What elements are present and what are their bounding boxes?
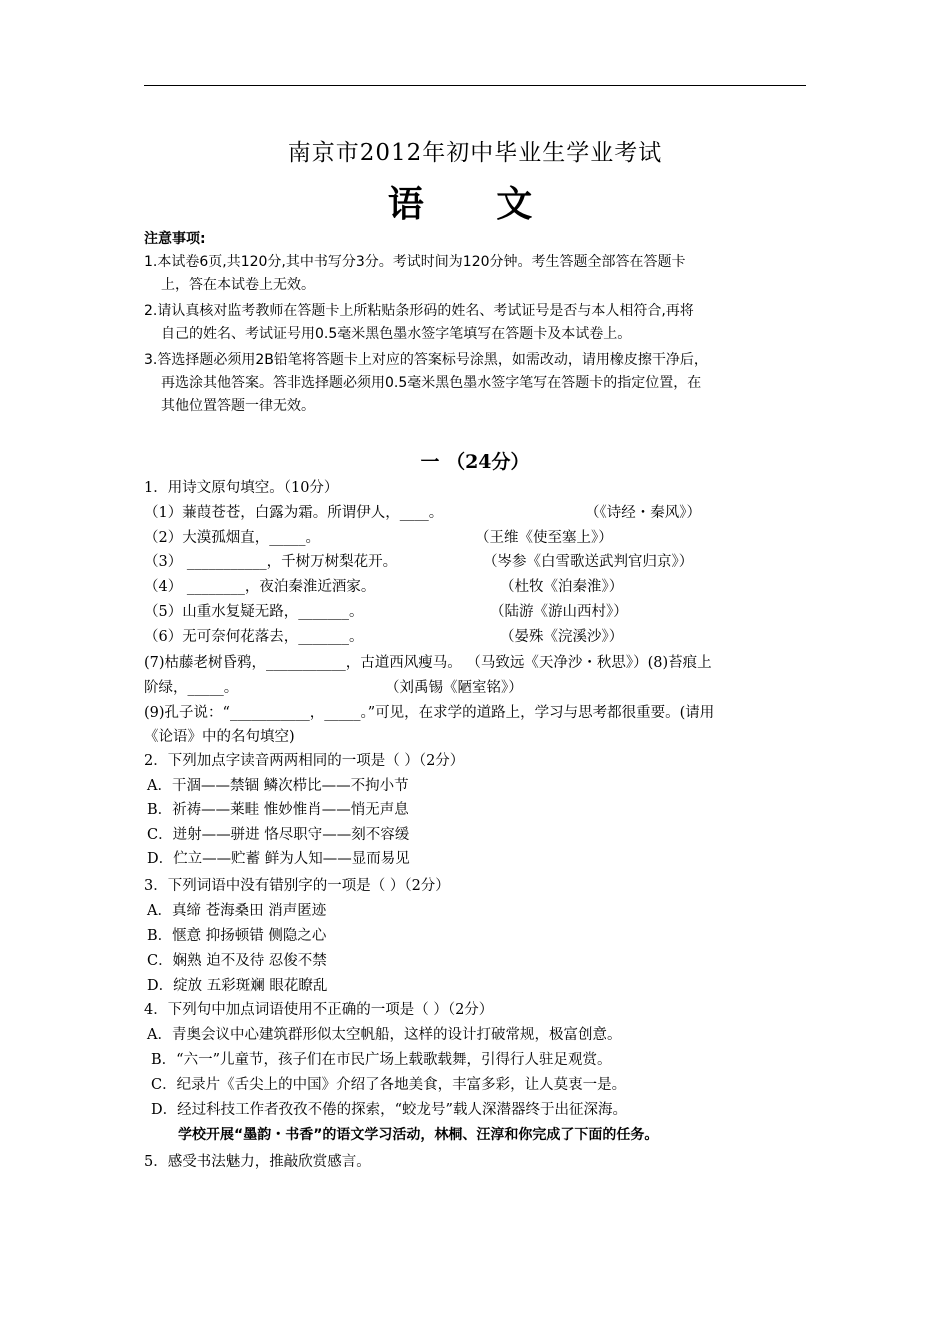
q4-option: B．“六一”儿童节，孩子们在市民广场上载歌载舞，引得行人驻足观赏。 <box>151 1052 612 1068</box>
q3-option: C．娴熟 迫不及待 忍俊不禁 <box>147 953 327 969</box>
q2-option: A．干涸——禁锢 鳞次栉比——不拘小节 <box>147 778 409 794</box>
q1-item: （1）蒹葭苍苍，白露为霜。所谓伊人，____。 <box>144 505 444 521</box>
q4-option: D．经过科技工作者孜孜不倦的探索，“蛟龙号”载人深潜器终于出征深海。 <box>151 1102 627 1118</box>
note-item-2 <box>144 300 809 346</box>
note-line: 1.本试卷6页,共120分,其中书写分3分。考试时间为120分钟。考生答题全部答在答题卡 <box>144 254 686 270</box>
q1-item: （6）无可奈何花落去，_______。 <box>144 629 364 645</box>
note-line: 上，答在本试卷上无效。 <box>161 277 315 293</box>
note-line: 自己的姓名、考试证号用0.5毫米黑色墨水签字笔填写在答题卡及本试卷上。 <box>161 326 632 342</box>
q4-stem: 4．下列句中加点词语使用不正确的一项是（ ）（2分） <box>144 1002 494 1018</box>
top-rule <box>144 85 806 86</box>
q1-source: （岑参《白雪歌送武判官归京》） <box>483 554 694 570</box>
note-item-3 <box>144 349 809 418</box>
note-item-1 <box>144 251 809 297</box>
note-line: 3.答选择题必须用2B铅笔将答题卡上对应的答案标号涂黑，如需改动，请用橡皮擦干净后， <box>144 352 708 368</box>
q5-stem: 5．感受书法魅力，推敲欣赏感言。 <box>144 1154 371 1170</box>
q1-item: （2）大漠孤烟直，_____。 <box>144 530 320 546</box>
q1-source: （陆游《游山西村》） <box>490 604 628 620</box>
q1-stem: 1．用诗文原句填空。（10分） <box>144 480 339 496</box>
q3-option: B．惬意 抑扬顿错 侧隐之心 <box>147 928 327 944</box>
q1-source: （刘禹锡《陋室铭》） <box>385 680 523 696</box>
exam-title: 南京市2012年初中毕业生学业考试 <box>287 140 663 166</box>
q1-source: （《诗经・秦风》） <box>585 505 701 521</box>
q3-option: A．真缔 苍海桑田 消声匿迹 <box>147 903 327 919</box>
q1-item: （4） ________，夜泊秦淮近酒家。 <box>144 579 376 595</box>
q1-source: （王维《使至塞上》） <box>475 530 613 546</box>
q2-option: D．伫立——贮蓄 鲜为人知——显而易见 <box>147 851 410 867</box>
q1-item: （3） ___________，千树万树梨花开。 <box>144 554 398 570</box>
q4-option: C．纪录片《舌尖上的中国》介绍了各地美食，丰富多彩，让人莫衷一是。 <box>151 1077 627 1093</box>
q1-source: （晏殊《浣溪沙》） <box>500 629 624 645</box>
q1-source: （杜牧《泊秦淮》） <box>500 579 624 595</box>
q1-item: 《论语》中的名句填空) <box>144 729 295 745</box>
q1-item: (9)孔子说：“___________，_____。”可见，在求学的道路上，学习与思考都很重要。(请用 <box>144 705 715 721</box>
section-heading: 一 （24分） <box>420 451 530 473</box>
q2-stem: 2．下列加点字读音两两相同的一项是（ ）（2分） <box>144 753 465 769</box>
subject-title: 语 文 <box>387 183 563 225</box>
note-line: 2.请认真核对监考教师在答题卡上所粘贴条形码的姓名、考试证号是否与本人相符合,再将 <box>144 303 694 319</box>
q3-option: D．绽放 五彩斑斓 眼花瞭乱 <box>147 978 328 994</box>
note-line: 再选涂其他答案。答非选择题必须用0.5毫米黑色墨水签字笔写在答题卡的指定位置，在 <box>161 375 702 391</box>
activity-intro: 学校开展“墨韵・书香”的语文学习活动，林桐、汪淳和你完成了下面的任务。 <box>178 1127 659 1143</box>
note-line: 其他位置答题一律无效。 <box>161 398 315 414</box>
q2-option: C．迸射——骈进 恪尽职守——刻不容缓 <box>147 827 410 843</box>
q3-stem: 3．下列词语中没有错别字的一项是（ ）（2分） <box>144 878 450 894</box>
q2-option: B．祈祷——莱畦 惟妙惟肖——悄无声息 <box>147 802 409 818</box>
notes-heading: 注意事项: <box>144 231 206 247</box>
q1-item: 阶绿，_____。 <box>144 680 239 696</box>
q1-item: （5）山重水复疑无路，_______。 <box>144 604 364 620</box>
q4-option: A．青奥会议中心建筑群形似太空帆船，这样的设计打破常规，极富创意。 <box>147 1027 622 1043</box>
q1-item: (7)枯藤老树昏鸦，___________，古道西风瘦马。 （马致远《天净沙・秋思》）(8)苔痕上 <box>144 655 712 671</box>
